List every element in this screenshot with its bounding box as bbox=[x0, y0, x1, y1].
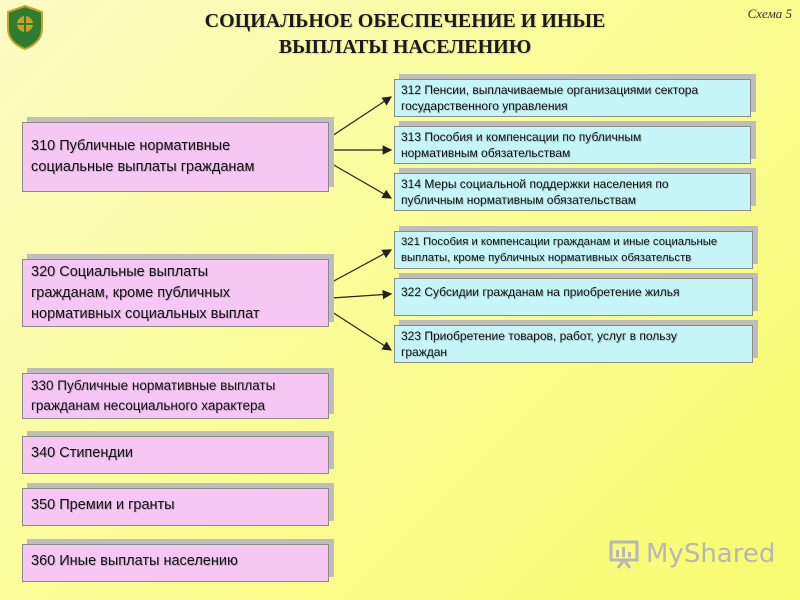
subcategory-314 bbox=[394, 173, 751, 211]
subcategory-313-line-2: нормативным обязательствам bbox=[401, 146, 571, 160]
category-320-line-1: 320 Социальные выплаты bbox=[31, 263, 209, 280]
category-330 bbox=[22, 373, 329, 419]
category-360-label: 360 Иные выплаты населению bbox=[31, 553, 238, 569]
subcategory-323-line-2: граждан bbox=[401, 345, 448, 359]
category-340-label: 340 Стипендии bbox=[31, 445, 134, 461]
category-320-line-2: гражданам, кроме публичных bbox=[31, 284, 230, 301]
subcategory-314-line-1: 314 Меры социальной поддержки населения по bbox=[401, 177, 669, 191]
title-line-1: СОЦИАЛЬНОЕ ОБЕСПЕЧЕНИЕ И ИНЫЕ bbox=[204, 10, 606, 32]
subcategory-312-line-1: 312 Пенсии, выплачиваемые организациями сектора bbox=[401, 83, 699, 97]
arrow-320-321 bbox=[332, 250, 391, 282]
subcategory-321 bbox=[394, 231, 753, 269]
category-310-line-2: социальные выплаты гражданам bbox=[31, 159, 255, 175]
subcategory-312 bbox=[394, 79, 751, 117]
watermark bbox=[608, 538, 775, 570]
arrow-320-322 bbox=[332, 294, 391, 298]
subcategory-314-line-2: публичным нормативным обязательствам bbox=[401, 193, 637, 207]
category-320 bbox=[22, 259, 329, 327]
subcategory-323 bbox=[394, 325, 753, 363]
category-360 bbox=[22, 544, 329, 582]
arrow-310-314 bbox=[332, 164, 391, 198]
watermark-text: MyShared bbox=[646, 539, 776, 569]
title-line-2: ВЫПЛАТЫ НАСЕЛЕНИЮ bbox=[278, 36, 532, 58]
category-330-line-2: гражданам несоциального характера bbox=[31, 398, 266, 413]
category-320-line-3: нормативных социальных выплат bbox=[31, 305, 260, 322]
subcategory-321-line-1: 321 Пособия и компенсации гражданам и иные социальные bbox=[401, 236, 718, 248]
category-340 bbox=[22, 436, 329, 474]
category-350 bbox=[22, 488, 329, 526]
subcategory-321-line-2: выплаты, кроме публичных нормативных обязательств bbox=[401, 252, 692, 264]
arrow-320-323 bbox=[332, 312, 391, 350]
category-310-line-1: 310 Публичные нормативные bbox=[31, 138, 231, 154]
subcategory-323-line-1: 323 Приобретение товаров, работ, услуг в пользу bbox=[401, 329, 677, 343]
category-350-label: 350 Премии и гранты bbox=[31, 497, 175, 513]
subcategory-312-line-2: государственного управления bbox=[401, 99, 568, 113]
subcategory-313-line-1: 313 Пособия и компенсации по публичным bbox=[401, 130, 642, 144]
category-310 bbox=[22, 122, 329, 192]
subcategory-322 bbox=[394, 278, 753, 316]
category-330-line-1: 330 Публичные нормативные выплаты bbox=[31, 378, 276, 393]
arrow-310-312 bbox=[332, 97, 391, 136]
presentation-board-icon bbox=[608, 538, 640, 570]
scheme-label: Схема 5 bbox=[747, 6, 792, 21]
subcategory-322-label: 322 Субсидии гражданам на приобретение жилья bbox=[401, 285, 680, 299]
subcategory-313 bbox=[394, 126, 751, 164]
